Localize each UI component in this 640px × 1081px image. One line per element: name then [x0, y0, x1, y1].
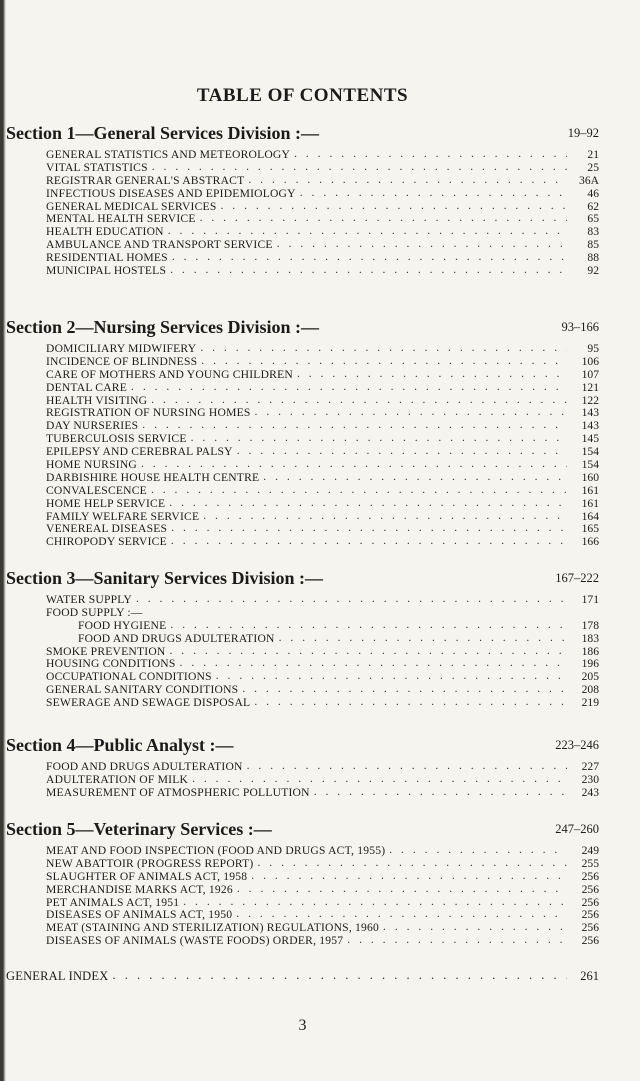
entry-label: INFECTIOUS DISEASES AND EPIDEMIOLOGY [46, 186, 296, 200]
toc-entry[interactable] [46, 697, 599, 710]
entry-page-number: 145 [581, 432, 599, 446]
dot-leader [201, 355, 567, 368]
toc-section-5 [0, 819, 640, 948]
general-index-page: 261 [580, 969, 599, 983]
dot-leader [389, 844, 567, 857]
dot-leader [200, 342, 567, 355]
entry-page-number: 62 [587, 199, 599, 213]
toc-entry[interactable] [46, 265, 599, 278]
entry-page-number: 160 [581, 470, 599, 484]
dot-leader [263, 471, 567, 484]
dot-leader [171, 535, 567, 548]
toc-section-3 [0, 568, 640, 710]
dot-leader [297, 368, 567, 381]
entry-label: DISEASES OF ANIMALS ACT, 1950 [46, 908, 233, 922]
entry-page-number: 106 [581, 354, 599, 368]
toc-entry[interactable] [46, 787, 599, 800]
dot-leader [172, 251, 567, 264]
section-heading [0, 317, 640, 339]
entry-label: HOUSING CONDITIONS [46, 657, 176, 671]
entry-label: VENEREAL DISEASES [46, 522, 168, 536]
dot-leader [237, 883, 567, 896]
entry-page-number: 143 [581, 419, 599, 433]
entry-page-number: 25 [587, 160, 599, 174]
dot-leader [203, 510, 567, 523]
dot-leader [216, 670, 567, 683]
entry-label: HOME HELP SERVICE [46, 496, 166, 510]
entry-page-number: 46 [587, 186, 599, 200]
entry-page-number: 249 [581, 844, 599, 857]
section-page-range: 223–246 [555, 738, 599, 752]
entry-label: MENTAL HEALTH SERVICE [46, 212, 196, 226]
entry-page-number: 154 [581, 445, 599, 459]
entry-page-number: 161 [581, 483, 599, 497]
entry-page-number: 256 [581, 895, 599, 909]
dot-leader [142, 419, 567, 432]
section-heading [0, 819, 640, 841]
entry-label: OCCUPATIONAL CONDITIONS [46, 670, 212, 684]
entry-page-number: 92 [587, 264, 599, 278]
dot-leader [254, 696, 567, 709]
entry-label: SLAUGHTER OF ANIMALS ACT, 1958 [46, 869, 248, 883]
entry-label: NEW ABATTOIR (PROGRESS REPORT) [46, 856, 254, 870]
entry-page-number: 95 [587, 342, 599, 355]
entry-label: GENERAL STATISTICS AND METEOROLOGY [46, 148, 291, 161]
entry-page-number: 122 [581, 393, 599, 407]
entry-page-number: 256 [581, 882, 599, 896]
entry-page-number: 227 [581, 760, 599, 773]
entry-label: REGISTRATION OF NURSING HOMES [46, 406, 251, 420]
entry-label: RESIDENTIAL HOMES [46, 251, 168, 265]
dot-leader [242, 683, 567, 696]
dot-leader [300, 187, 567, 200]
entry-page-number: 256 [581, 869, 599, 883]
entry-label: DARBISHIRE HOUSE HEALTH CENTRE [46, 470, 260, 484]
dot-leader [200, 212, 567, 225]
entry-label: MEAT (STAINING AND STERILIZATION) REGULATIONS, 1960 [46, 921, 380, 935]
dot-leader [171, 522, 567, 535]
entry-page-number: 243 [581, 785, 599, 799]
entry-label: SMOKE PREVENTION [46, 644, 166, 658]
dot-leader [151, 484, 567, 497]
dot-leader [314, 786, 567, 799]
entry-page-number: 219 [581, 696, 599, 710]
dot-leader [347, 934, 567, 947]
entry-page-number: 165 [581, 522, 599, 536]
dot-leader [294, 148, 567, 161]
section-page-range: 93–166 [561, 320, 599, 334]
dot-leader [169, 497, 567, 510]
dot-leader [248, 174, 567, 187]
entry-label: DENTAL CARE [46, 380, 128, 394]
dot-leader [180, 657, 567, 670]
entry-page-number: 83 [587, 225, 599, 239]
entry-label: INCIDENCE OF BLINDNESS [46, 354, 198, 368]
entry-label: VITAL STATISTICS [46, 160, 148, 174]
entry-page-number: 205 [581, 670, 599, 684]
dot-leader [257, 857, 567, 870]
entry-label: DISEASES OF ANIMALS (WASTE FOODS) ORDER, 1957 [46, 934, 344, 948]
entry-label: FOOD AND DRUGS ADULTERATION [78, 631, 275, 645]
dot-leader [141, 458, 567, 471]
dot-leader [255, 406, 567, 419]
toc-section-2 [0, 317, 640, 549]
entry-label: MEASUREMENT OF ATMOSPHERIC POLLUTION [46, 785, 310, 799]
entry-label: CARE OF MOTHERS AND YOUNG CHILDREN [46, 367, 293, 381]
general-index-label: GENERAL INDEX [6, 969, 109, 983]
entry-page-number: 161 [581, 496, 599, 510]
entry-label: TUBERCULOSIS SERVICE [46, 432, 187, 446]
toc-entry[interactable] [46, 935, 599, 948]
entry-label: CONVALESCENCE [46, 483, 147, 497]
entry-label: GENERAL MEDICAL SERVICES [46, 199, 217, 213]
entry-label: REGISTRAR GENERAL'S ABSTRACT [46, 173, 245, 187]
dot-leader [136, 593, 567, 606]
page-number: 3 [298, 1017, 307, 1034]
dot-leader [169, 645, 567, 658]
entry-label: FOOD AND DRUGS ADULTERATION [46, 760, 243, 773]
entry-page-number: 208 [581, 683, 599, 697]
section-page-range: 247–260 [555, 822, 599, 836]
entry-page-number: 88 [587, 251, 599, 265]
entry-page-number: 107 [581, 367, 599, 381]
entry-label: SEWERAGE AND SEWAGE DISPOSAL [46, 696, 251, 710]
entry-label: GENERAL SANITARY CONDITIONS [46, 683, 239, 697]
entry-label: FOOD HYGIENE [78, 618, 167, 632]
dot-leader [237, 445, 567, 458]
entry-label: CHIROPODY SERVICE [46, 535, 167, 549]
entry-label: HEALTH VISITING [46, 393, 148, 407]
entry-page-number: 196 [581, 657, 599, 671]
entry-page-number: 65 [587, 212, 599, 226]
section-title: Section 5—Veterinary Services :— [6, 819, 272, 839]
section-heading [0, 123, 640, 145]
entry-label: MEAT AND FOOD INSPECTION (FOOD AND DRUGS ACT, 1955) [46, 844, 386, 857]
dot-leader [152, 161, 567, 174]
toc-entry[interactable] [46, 536, 599, 549]
entry-label: HOME NURSING [46, 458, 137, 472]
page-title: TABLE OF CONTENTS [196, 85, 409, 106]
dot-leader [131, 381, 567, 394]
entry-page-number: 256 [581, 934, 599, 948]
entry-page-number: 36A [579, 173, 599, 187]
dot-leader [277, 238, 567, 251]
dot-leader [170, 264, 567, 277]
entry-page-number: 121 [581, 380, 599, 394]
toc-section-1 [0, 123, 640, 278]
dot-leader [279, 632, 567, 645]
dot-leader [191, 432, 567, 445]
dot-leader [151, 394, 567, 407]
entry-label: DOMICILIARY MIDWIFERY [46, 342, 197, 355]
dot-leader [220, 200, 567, 213]
entry-label: AMBULANCE AND TRANSPORT SERVICE [46, 238, 273, 252]
dot-leader [170, 619, 567, 632]
entry-page-number: 154 [581, 458, 599, 472]
entry-page-number: 164 [581, 509, 599, 523]
entry-page-number: 143 [581, 406, 599, 420]
entry-page-number: 171 [581, 593, 599, 606]
dot-leader [168, 225, 567, 238]
dot-leader [383, 921, 567, 934]
general-index-entry[interactable] [6, 969, 599, 984]
entry-label: FAMILY WELFARE SERVICE [46, 509, 200, 523]
dot-leader [236, 908, 567, 921]
dot-leader [247, 760, 567, 773]
entry-page-number: 256 [581, 908, 599, 922]
entry-label: ADULTERATION OF MILK [46, 772, 189, 786]
section-title: Section 1—General Services Division :— [6, 123, 319, 143]
section-title: Section 4—Public Analyst :— [6, 735, 234, 755]
entry-label: PET ANIMALS ACT, 1951 [46, 895, 180, 909]
section-page-range: 167–222 [555, 571, 599, 585]
entry-label: DAY NURSERIES [46, 419, 139, 433]
entry-label: MERCHANDISE MARKS ACT, 1926 [46, 882, 233, 896]
entry-page-number: 186 [581, 644, 599, 658]
section-title: Section 3—Sanitary Services Division :— [6, 568, 323, 588]
toc-section-4 [0, 735, 640, 800]
entry-label: WATER SUPPLY [46, 593, 132, 606]
dot-leader [112, 968, 567, 983]
section-heading [0, 735, 640, 757]
entry-page-number: 256 [581, 921, 599, 935]
section-page-range: 19–92 [567, 126, 599, 140]
entry-label: EPILEPSY AND CEREBRAL PALSY [46, 445, 233, 459]
dot-leader [251, 870, 567, 883]
entry-page-number: 178 [581, 618, 599, 632]
entry-page-number: 183 [581, 631, 599, 645]
entry-page-number: 166 [581, 535, 599, 549]
entry-label: MUNICIPAL HOSTELS [46, 264, 167, 278]
toc-entry[interactable] [46, 594, 599, 607]
section-heading [0, 568, 640, 590]
entry-page-number: 255 [581, 856, 599, 870]
dot-leader [192, 773, 567, 786]
entry-page-number: 230 [581, 772, 599, 786]
entry-label: FOOD SUPPLY :— [46, 605, 143, 619]
section-title: Section 2—Nursing Services Division :— [6, 317, 319, 337]
dot-leader [183, 896, 567, 909]
entry-page-number: 21 [587, 148, 599, 161]
entry-page-number: 85 [587, 238, 599, 252]
entry-label: HEALTH EDUCATION [46, 225, 164, 239]
